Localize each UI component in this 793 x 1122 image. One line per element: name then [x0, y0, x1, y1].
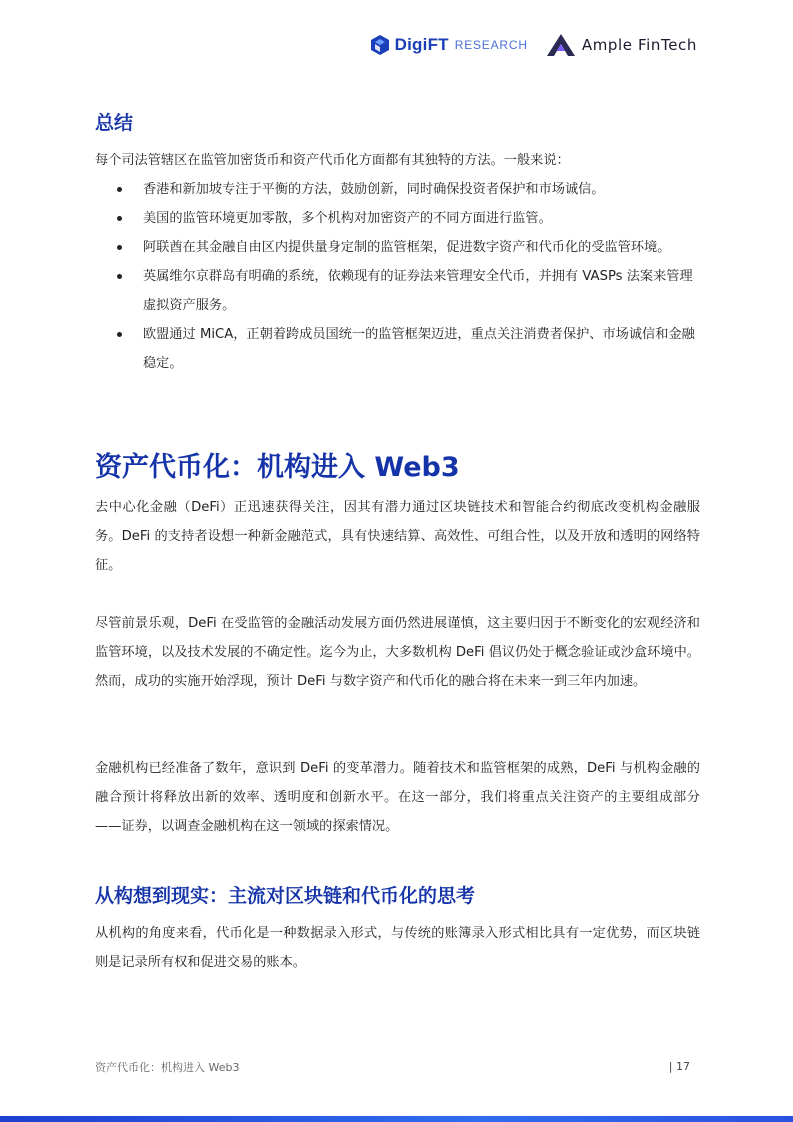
ample-fintech-logo	[546, 33, 697, 57]
bullet-text: 英属维尔京群岛有明确的系统，依赖现有的证券法来管理安全代币，并拥有 VASPs 法案来管理虚拟资产服务。	[143, 269, 693, 313]
list-item	[95, 204, 700, 233]
bullet-text: 阿联酋在其金融自由区内提供量身定制的监管框架，促进数字资产和代币化的受监管环境。	[143, 240, 671, 255]
tokenization-paragraph-3: 金融机构已经准备了数年，意识到 DeFi 的变革潜力。随着技术和监管框架的成熟，DeFi 与机构金融的融合预计将释放出新的效率、透明度和创新水平。在这一部分，我们将重点关注资产的主要组成部分——证券，以调查金融机构在这一领域的探索情况。	[95, 761, 700, 834]
concept-heading: 从构想到现实：主流对区块链和代币化的思考	[95, 885, 476, 907]
bullet-icon	[117, 245, 122, 250]
tokenization-paragraph-1: 去中心化金融（DeFi）正迅速获得关注，因其有潜力通过区块链技术和智能合约彻底改变机构金融服务。DeFi 的支持者设想一种新金融范式，具有快速结算、高效性、可组合性，以及开放和透明的网络特征。	[95, 500, 700, 573]
list-item	[95, 233, 700, 262]
summary-bullet-list	[95, 175, 700, 378]
list-item	[95, 320, 700, 378]
ample-logo-icon	[546, 33, 576, 57]
digift-logo-icon	[369, 34, 391, 56]
summary-heading: 总结	[95, 112, 134, 134]
bullet-icon	[117, 332, 122, 337]
ample-fintech-name: Ample FinTech	[581, 36, 697, 54]
bullet-icon	[117, 216, 122, 221]
digift-research-label: RESEARCH	[454, 38, 528, 52]
digift-name: DigiFT	[394, 35, 449, 54]
list-item	[95, 262, 700, 320]
digift-logo	[369, 34, 528, 56]
summary-intro: 每个司法管辖区在监管加密货币和资产代币化方面都有其独特的方法。一般来说：	[95, 153, 570, 168]
bullet-icon	[117, 274, 122, 279]
page-header	[369, 28, 697, 62]
tokenization-heading: 资产代币化：机构进入 Web3	[95, 452, 460, 483]
concept-paragraph: 从机构的角度来看，代币化是一种数据录入形式，与传统的账簿录入形式相比具有一定优势，而区块链则是记录所有权和促进交易的账本。	[95, 926, 700, 970]
bullet-text: 欧盟通过 MiCA，正朝着跨成员国统一的监管框架迈进，重点关注消费者保护、市场诚信和金融稳定。	[143, 327, 695, 371]
bullet-text: 美国的监管环境更加零散，多个机构对加密资产的不同方面进行监管。	[143, 211, 552, 226]
page-number: | 17	[668, 1060, 690, 1073]
footer-accent-bar	[0, 1116, 793, 1122]
list-item	[95, 175, 700, 204]
bullet-text: 香港和新加坡专注于平衡的方法，鼓励创新，同时确保投资者保护和市场诚信。	[143, 182, 605, 197]
bullet-icon	[117, 187, 122, 192]
footer-section-title: 资产代币化：机构进入 Web3	[95, 1061, 240, 1074]
tokenization-paragraph-2: 尽管前景乐观，DeFi 在受监管的金融活动发展方面仍然进展谨慎，这主要归因于不断变化的宏观经济和监管环境，以及技术发展的不确定性。迄今为止，大多数机构 DeFi 倡议仍处于概念验证或沙盒环境中。然而，成功的实施开始浮现，预计 DeFi 与数字资产和代币化的融合将在未来一到三年内加速。	[95, 616, 700, 689]
